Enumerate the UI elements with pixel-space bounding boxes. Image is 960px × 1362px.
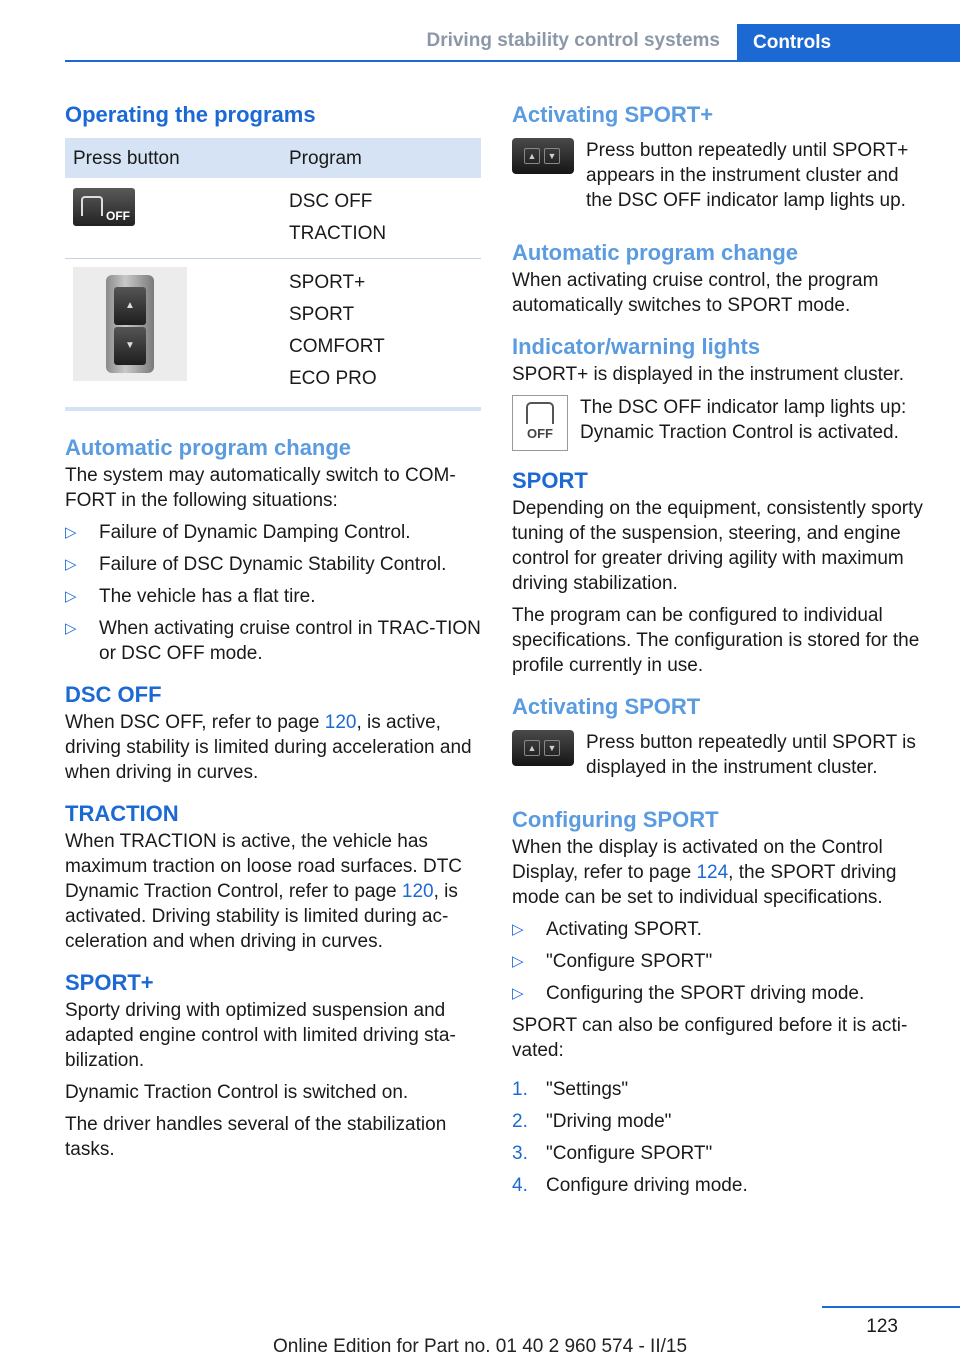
sport-text: Depending on the equipment, consistently sporty tuning of the suspension, steering, and engine control for greater driving agility with maximum driving stabilization. <box>512 498 923 594</box>
configuring-steps <box>512 1077 930 1198</box>
header-rule <box>65 60 737 62</box>
operating-programs-title: Operating the programs <box>65 102 316 127</box>
mode-button-icon <box>512 138 574 174</box>
section-title: Driving stability control systems <box>426 30 720 51</box>
list-item: ▷ The vehicle has a flat tire. <box>65 584 481 609</box>
indicator-title: Indicator/warning lights <box>512 334 761 359</box>
list-item: ▷ Failure of DSC Dynamic Stability Control. <box>65 552 481 577</box>
activating-sport-plus-text: Press button repeatedly until SPORT+ appears in the instrument cluster and the DSC OFF indicator lamp lights up. <box>586 140 909 211</box>
page-header <box>0 0 960 62</box>
program-name: COMFORT <box>289 336 385 357</box>
list-item: 1. "Settings" <box>512 1079 629 1100</box>
configuring-text: When the display is activated on the Control Display, refer to page 124, the SPORT driving mode can be set to individual specifications. <box>512 837 897 908</box>
list-item: 3. "Configure SPORT" <box>512 1143 713 1164</box>
configuring-sport-title: Configuring SPORT <box>512 807 719 832</box>
table-header-program: Program <box>281 138 481 178</box>
right-column <box>512 100 930 1205</box>
sport-plus-title: SPORT+ <box>65 970 154 995</box>
chapter-tab: Controls <box>737 24 960 62</box>
up-arrow-icon: ▲ <box>114 287 146 325</box>
program-name: SPORT <box>289 304 355 325</box>
page-link[interactable]: 120 <box>324 712 357 733</box>
indicator-lamp-text: The DSC OFF indicator lamp lights up: Dynamic Traction Control is activated. <box>580 397 907 443</box>
down-arrow-icon: ▼ <box>114 327 146 365</box>
activating-sport-title: Activating SPORT <box>512 694 701 719</box>
auto-change-text: The system may automatically switch to COM‐FORT in the following situations: <box>65 465 456 511</box>
right-auto-change-title: Automatic program change <box>512 240 799 265</box>
configuring-text-2: SPORT can also be configured before it is acti‐vated: <box>512 1015 908 1061</box>
page-number: 123 <box>866 1316 898 1337</box>
list-item: ▷ Failure of Dynamic Damping Control. <box>65 520 481 545</box>
sport-plus-text: Sporty driving with optimized suspension and adapted engine control with limited driving sta‐bilization. <box>65 1000 456 1071</box>
table-row <box>65 178 481 259</box>
arrow-up-icon: ▲ <box>524 148 540 164</box>
traction-text: When TRACTION is active, the vehicle has maximum traction on loose road surfaces. DTC Dynamic Traction Control, refer to page 120, is activated. Driving stability is limited during ac‐celeration and when driving in curves. <box>65 831 463 952</box>
right-auto-change-text: When activating cruise control, the program automatically switches to SPORT mode. <box>512 270 879 316</box>
left-column <box>65 100 481 1169</box>
table-header-button: Press button <box>65 138 281 178</box>
arrow-down-icon: ▼ <box>544 740 560 756</box>
footer-rule <box>822 1306 960 1308</box>
program-name: DSC OFF <box>289 191 373 212</box>
dsc-off-indicator-icon: OFF <box>512 395 568 451</box>
list-item: 2. "Driving mode" <box>512 1111 672 1132</box>
list-item: ▷ Configuring the SPORT driving mode. <box>512 981 930 1006</box>
dsc-off-text: When DSC OFF, refer to page 120, is active, driving stability is limited during acceleration and when driving in curves. <box>65 712 472 783</box>
auto-change-title: Automatic program change <box>65 435 352 460</box>
list-item: ▷ "Configure SPORT" <box>512 949 930 974</box>
program-name: TRACTION <box>289 223 387 244</box>
sport-plus-text: Dynamic Traction Control is switched on. <box>65 1082 409 1103</box>
table-row <box>65 259 481 410</box>
page-link[interactable]: 124 <box>696 862 729 883</box>
program-name: SPORT+ <box>289 272 366 293</box>
list-item: 4. Configure driving mode. <box>512 1175 748 1196</box>
dsc-off-title: DSC OFF <box>65 682 162 707</box>
configuring-list <box>512 917 930 1006</box>
arrow-down-icon: ▼ <box>544 148 560 164</box>
programs-table <box>65 138 481 411</box>
auto-change-list <box>65 520 481 666</box>
mode-button-icon <box>512 730 574 766</box>
dsc-off-button-icon: OFF <box>73 188 135 226</box>
activating-sport-plus-title: Activating SPORT+ <box>512 102 714 127</box>
sport-plus-text: The driver handles several of the stabilization tasks. <box>65 1114 447 1160</box>
list-item: ▷ Activating SPORT. <box>512 917 930 942</box>
list-item: ▷ When activating cruise control in TRAC‐TION or DSC OFF mode. <box>65 616 481 666</box>
indicator-text: SPORT+ is displayed in the instrument cluster. <box>512 364 904 385</box>
page-link[interactable]: 120 <box>401 881 434 902</box>
sport-title: SPORT <box>512 468 588 493</box>
car-skid-icon <box>81 196 103 216</box>
arrow-up-icon: ▲ <box>524 740 540 756</box>
traction-title: TRACTION <box>65 801 179 826</box>
driving-mode-rocker-switch-icon <box>73 267 187 381</box>
edition-text: Online Edition for Part no. 01 40 2 960 574 - II/15 <box>272 1336 688 1357</box>
activating-sport-text: Press button repeatedly until SPORT is displayed in the instrument cluster. <box>586 732 916 778</box>
program-name: ECO PRO <box>289 368 377 389</box>
sport-text: The program can be configured to individual specifications. The configuration is stored for the profile currently in use. <box>512 605 920 676</box>
